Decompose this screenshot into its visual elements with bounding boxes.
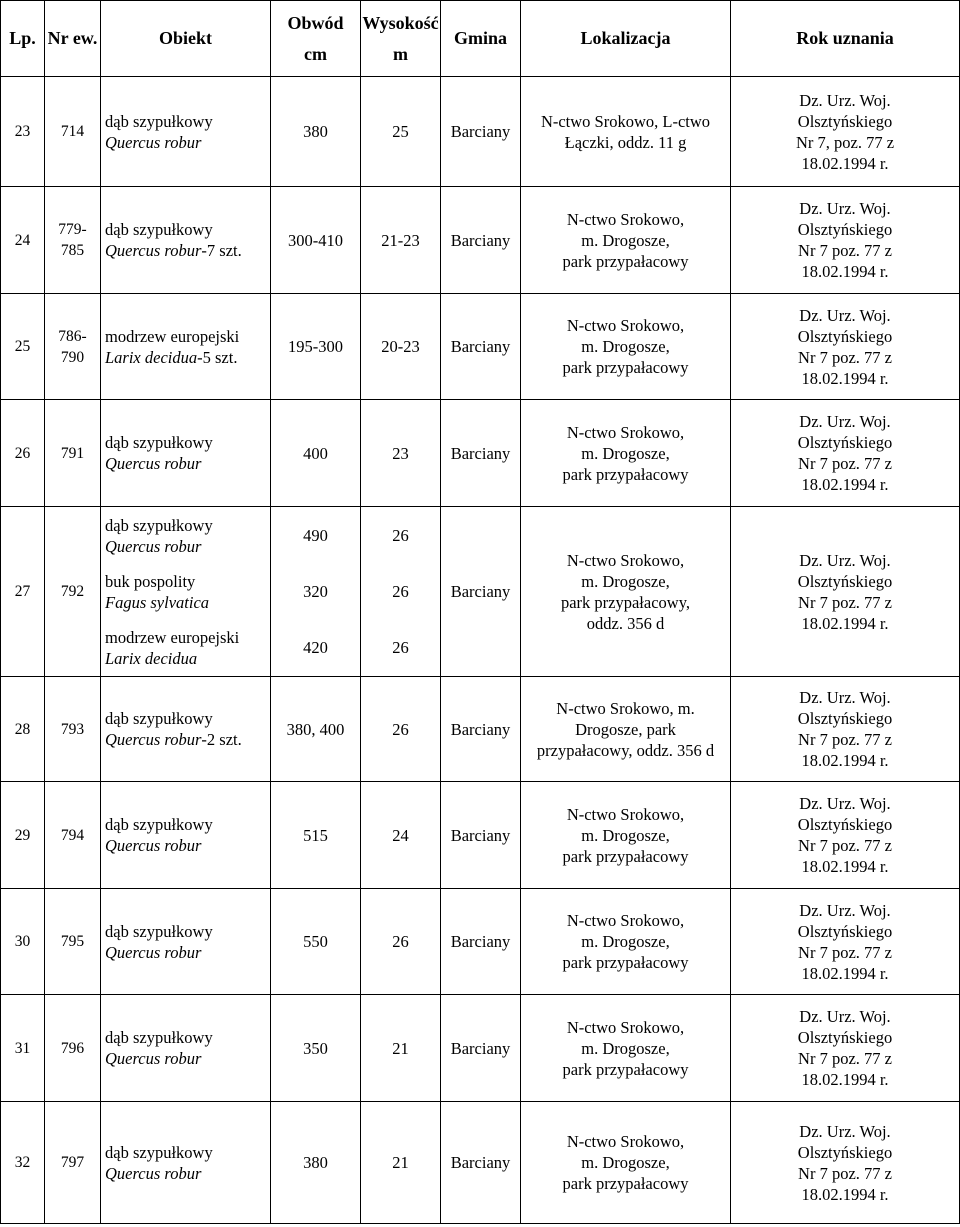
- cell-wysokosc: [361, 1102, 441, 1224]
- table-row: [1, 187, 960, 294]
- nr-value: 791: [60, 444, 85, 462]
- cell-rok: [731, 995, 960, 1102]
- cell-lokalizacja: [521, 995, 731, 1102]
- lp-value: 31: [14, 1039, 31, 1057]
- cell-gmina: [441, 77, 521, 187]
- count-suffix: -2 szt.: [201, 730, 242, 749]
- header-row: [1, 1, 960, 77]
- species-latin: Quercus robur: [105, 241, 202, 260]
- cell-rok: [731, 400, 960, 507]
- lp-value: 25: [14, 338, 31, 355]
- cell-nr: [45, 187, 101, 294]
- cell-lp: [1, 782, 45, 889]
- wysokosc-entry: [361, 508, 440, 564]
- species-latin: Fagus sylvatica: [105, 592, 210, 612]
- lokalizacja-line: N-ctwo Srokowo,: [566, 1132, 685, 1151]
- cell-gmina: [441, 1102, 521, 1224]
- header-lp: Lp.: [1, 1, 45, 77]
- cell-gmina: [441, 995, 521, 1102]
- obwod-value: 490: [303, 525, 328, 545]
- cell-lp: [1, 294, 45, 400]
- lokalizacja-line: park przypałacowy,: [560, 592, 691, 612]
- species-latin: Quercus robur: [105, 1163, 202, 1183]
- lokalizacja-line: m. Drogosze,: [581, 1153, 670, 1172]
- rok-line: Dz. Urz. Woj.: [799, 305, 891, 325]
- gmina-value: Barciany: [450, 1153, 511, 1172]
- cell-lp: [1, 889, 45, 995]
- lokalizacja-line: N-ctwo Srokowo,: [566, 316, 685, 335]
- obwod-value: 320: [303, 581, 328, 601]
- cell-gmina: [441, 782, 521, 889]
- obwod-entry: [271, 564, 360, 620]
- species-latin: Quercus robur: [105, 836, 202, 855]
- nr-value: 792: [60, 583, 85, 600]
- species-latin: Quercus robur: [105, 730, 202, 749]
- species-name: dąb szypułkowy: [105, 220, 213, 239]
- nr-value: 794: [60, 826, 85, 844]
- lokalizacja-line: N-ctwo Srokowo, m.: [556, 698, 695, 718]
- obwod-value: 420: [303, 637, 328, 657]
- cell-lp: [1, 677, 45, 782]
- species-name: dąb szypułkowy: [105, 815, 213, 834]
- cell-wysokosc: [361, 187, 441, 294]
- wysokosc-value: 26: [392, 525, 409, 545]
- cell-nr: [45, 400, 101, 507]
- header-wysokosc: Wysokość m: [361, 1, 441, 77]
- obwod-value: 380: [303, 1153, 328, 1172]
- cell-lokalizacja: [521, 782, 731, 889]
- cell-rok: [731, 782, 960, 889]
- rok-line: Nr 7 poz. 77 z: [798, 1163, 892, 1183]
- rok-line: 18.02.1994 r.: [801, 857, 889, 876]
- obwod-value: 515: [303, 825, 328, 845]
- obwod-value: 380, 400: [286, 719, 345, 739]
- lokalizacja-line: przypałacowy, oddz. 356 d: [536, 740, 715, 760]
- table-row: [1, 294, 960, 400]
- header-nr: Nr ew.: [45, 1, 101, 77]
- rok-line: Olsztyńskiego: [797, 815, 893, 834]
- cell-obiekt: [101, 677, 271, 782]
- wysokosc-value: 21-23: [381, 230, 420, 250]
- obwod-value: 300-410: [288, 230, 343, 250]
- cell-wysokosc: [361, 677, 441, 782]
- cell-obiekt: [101, 889, 271, 995]
- lokalizacja-line: N-ctwo Srokowo,: [566, 911, 685, 930]
- cell-obwod: [271, 187, 361, 294]
- rok-line: Nr 7 poz. 77 z: [798, 1049, 892, 1068]
- cell-obiekt: [101, 294, 271, 400]
- species-latin: Quercus robur: [105, 536, 202, 556]
- cell-rok: [731, 77, 960, 187]
- lokalizacja-line: N-ctwo Srokowo,: [566, 550, 685, 570]
- cell-wysokosc: [361, 889, 441, 995]
- cell-gmina: [441, 187, 521, 294]
- cell-obwod: [271, 77, 361, 187]
- lp-value: 26: [14, 444, 31, 462]
- cell-rok: [731, 677, 960, 782]
- rok-line: Olsztyńskiego: [797, 220, 893, 239]
- rok-line: Olsztyńskiego: [797, 1028, 893, 1047]
- cell-rok: [731, 507, 960, 677]
- cell-obiekt: [101, 1102, 271, 1224]
- species-entry: [105, 571, 268, 613]
- wysokosc-value: 26: [392, 719, 409, 739]
- rok-line: Olsztyńskiego: [797, 111, 893, 131]
- gmina-value: Barciany: [450, 582, 511, 601]
- species-entry: [105, 627, 268, 669]
- table-row: [1, 400, 960, 507]
- cell-gmina: [441, 400, 521, 507]
- rok-line: Nr 7 poz. 77 z: [798, 454, 892, 473]
- cell-nr: [45, 995, 101, 1102]
- obwod-entry: [271, 508, 360, 564]
- species-name: dąb szypułkowy: [105, 1142, 213, 1162]
- rok-line: Dz. Urz. Woj.: [799, 90, 891, 110]
- cell-lp: [1, 507, 45, 677]
- lokalizacja-line: Łączki, oddz. 11 g: [564, 132, 687, 152]
- cell-rok: [731, 187, 960, 294]
- cell-nr: [45, 294, 101, 400]
- count-suffix: -5 szt.: [197, 347, 238, 367]
- cell-nr: [45, 77, 101, 187]
- lokalizacja-line: N-ctwo Srokowo,: [566, 804, 685, 824]
- nr-value: 793: [60, 720, 85, 738]
- rok-line: 18.02.1994 r.: [801, 475, 889, 494]
- cell-lp: [1, 1102, 45, 1224]
- header-gmina: Gmina: [441, 1, 521, 77]
- lp-value: 28: [14, 720, 31, 738]
- wysokosc-value: 26: [392, 581, 409, 601]
- cell-wysokosc: [361, 995, 441, 1102]
- rok-line: Nr 7 poz. 77 z: [798, 347, 892, 367]
- species-name: dąb szypułkowy: [105, 433, 213, 452]
- obwod-value: 550: [303, 932, 328, 951]
- lp-value: 23: [14, 123, 31, 140]
- table-row: [1, 77, 960, 187]
- nr-value: 779-: [58, 221, 87, 238]
- rok-line: Nr 7 poz. 77 z: [798, 592, 892, 612]
- lokalizacja-line: Drogosze, park: [575, 719, 676, 739]
- gmina-value: Barciany: [450, 719, 511, 739]
- species-name: dąb szypułkowy: [105, 1028, 213, 1047]
- rok-line: Dz. Urz. Woj.: [799, 688, 891, 707]
- cell-obwod: [271, 1102, 361, 1224]
- wysokosc-value: 26: [392, 637, 409, 657]
- cell-obiekt: [101, 995, 271, 1102]
- table-row: [1, 677, 960, 782]
- rok-line: Nr 7 poz. 77 z: [798, 942, 892, 962]
- species-name: dąb szypułkowy: [105, 515, 213, 535]
- cell-nr: [45, 889, 101, 995]
- rok-line: Olsztyńskiego: [797, 326, 893, 346]
- obwod-value: 350: [303, 1038, 328, 1058]
- cell-rok: [731, 1102, 960, 1224]
- header-obiekt: Obiekt: [101, 1, 271, 77]
- rok-line: Nr 7 poz. 77 z: [798, 836, 892, 855]
- cell-lokalizacja: [521, 400, 731, 507]
- cell-rok: [731, 889, 960, 995]
- table-row: [1, 889, 960, 995]
- cell-gmina: [441, 294, 521, 400]
- cell-lp: [1, 400, 45, 507]
- cell-gmina: [441, 507, 521, 677]
- species-name: buk pospolity: [105, 571, 196, 591]
- rok-line: Olsztyńskiego: [797, 571, 893, 591]
- cell-lp: [1, 77, 45, 187]
- lokalizacja-line: oddz. 356 d: [586, 613, 665, 633]
- cell-wysokosc: [361, 77, 441, 187]
- lokalizacja-line: m. Drogosze,: [581, 571, 670, 591]
- wysokosc-value: 20-23: [381, 337, 420, 356]
- cell-lokalizacja: [521, 187, 731, 294]
- lokalizacja-line: m. Drogosze,: [581, 825, 670, 845]
- rok-line: Nr 7, poz. 77 z: [795, 132, 895, 152]
- rok-line: Dz. Urz. Woj.: [799, 199, 891, 218]
- wysokosc-value: 21: [392, 1038, 409, 1058]
- wysokosc-value: 26: [392, 932, 409, 951]
- lp-value: 30: [14, 933, 31, 950]
- lokalizacja-line: N-ctwo Srokowo,: [566, 209, 685, 229]
- rok-line: Dz. Urz. Woj.: [799, 550, 891, 570]
- gmina-value: Barciany: [450, 337, 511, 356]
- wysokosc-entry: [361, 620, 440, 676]
- gmina-value: Barciany: [450, 230, 511, 250]
- rok-line: 18.02.1994 r.: [801, 1070, 889, 1089]
- species-latin: Quercus robur: [105, 942, 202, 962]
- spacer: [105, 557, 268, 571]
- species-name: dąb szypułkowy: [105, 709, 213, 728]
- cell-wysokosc: [361, 294, 441, 400]
- table-row: [1, 1102, 960, 1224]
- rok-line: Olsztyńskiego: [797, 1142, 893, 1162]
- species-name: modrzew europejski: [105, 326, 240, 346]
- cell-obiekt: [101, 400, 271, 507]
- rok-line: 18.02.1994 r.: [801, 153, 889, 173]
- rok-line: 18.02.1994 r.: [801, 1184, 889, 1204]
- cell-lp: [1, 187, 45, 294]
- nr-value: 797: [60, 1154, 85, 1171]
- gmina-value: Barciany: [450, 1038, 511, 1058]
- rok-line: Olsztyńskiego: [797, 709, 893, 728]
- species-latin: Quercus robur: [105, 132, 202, 152]
- cell-lokalizacja: [521, 77, 731, 187]
- lokalizacja-line: park przypałacowy: [562, 358, 689, 377]
- lp-value: 29: [14, 826, 31, 844]
- wysokosc-value: 24: [392, 825, 409, 845]
- cell-nr: [45, 782, 101, 889]
- species-name: dąb szypułkowy: [105, 111, 213, 131]
- table-row: [1, 507, 960, 677]
- rok-line: Olsztyńskiego: [797, 921, 893, 941]
- obwod-value: 195-300: [288, 337, 343, 356]
- wysokosc-value: 25: [392, 122, 409, 141]
- nr-value: 795: [60, 933, 85, 950]
- header-rok: Rok uznania: [731, 1, 960, 77]
- cell-obwod: [271, 782, 361, 889]
- species-entry: [105, 515, 268, 557]
- cell-obwod: [271, 995, 361, 1102]
- cell-obwod: [271, 400, 361, 507]
- species-latin: Quercus robur: [105, 454, 202, 473]
- lokalizacja-line: N-ctwo Srokowo,: [566, 422, 685, 442]
- lokalizacja-line: park przypałacowy: [562, 846, 689, 866]
- cell-lokalizacja: [521, 889, 731, 995]
- count-suffix: -7 szt.: [201, 241, 242, 260]
- cell-obwod: [271, 294, 361, 400]
- obwod-value: 400: [303, 443, 328, 463]
- lp-value: 24: [14, 231, 31, 249]
- wysokosc-entry: [361, 564, 440, 620]
- nr-value: 714: [60, 123, 85, 140]
- cell-nr: [45, 507, 101, 677]
- species-name: modrzew europejski: [105, 627, 240, 647]
- cell-lokalizacja: [521, 507, 731, 677]
- rok-line: 18.02.1994 r.: [801, 751, 889, 770]
- lokalizacja-line: park przypałacowy: [562, 1174, 689, 1193]
- rok-line: Dz. Urz. Woj.: [799, 1007, 891, 1026]
- lokalizacja-line: m. Drogosze,: [581, 932, 670, 951]
- lokalizacja-line: N-ctwo Srokowo, L-ctwo: [540, 111, 711, 131]
- lokalizacja-line: park przypałacowy: [562, 251, 689, 271]
- header-obwod: Obwód cm: [271, 1, 361, 77]
- table-row: [1, 995, 960, 1102]
- lokalizacja-line: m. Drogosze,: [581, 1038, 670, 1058]
- lokalizacja-line: park przypałacowy: [562, 953, 689, 972]
- nr-value: 786-: [58, 327, 87, 345]
- table-row: [1, 782, 960, 889]
- cell-wysokosc: [361, 400, 441, 507]
- wysokosc-value: 21: [392, 1153, 409, 1172]
- cell-obiekt: [101, 507, 271, 677]
- spacer: [105, 613, 268, 627]
- cell-obiekt: [101, 187, 271, 294]
- gmina-value: Barciany: [450, 932, 511, 951]
- cell-lp: [1, 995, 45, 1102]
- gmina-value: Barciany: [450, 122, 511, 141]
- lokalizacja-line: N-ctwo Srokowo,: [566, 1017, 685, 1037]
- rok-line: 18.02.1994 r.: [801, 963, 889, 983]
- lp-value: 27: [14, 583, 31, 600]
- cell-gmina: [441, 677, 521, 782]
- nr-value: 785: [60, 242, 85, 259]
- gmina-value: Barciany: [450, 443, 511, 463]
- cell-obwod: [271, 677, 361, 782]
- rok-line: Nr 7 poz. 77 z: [798, 730, 892, 749]
- lokalizacja-line: park przypałacowy: [562, 1059, 689, 1079]
- rok-line: Dz. Urz. Woj.: [799, 412, 891, 431]
- cell-obiekt: [101, 77, 271, 187]
- rok-line: Dz. Urz. Woj.: [799, 900, 891, 920]
- rok-line: 18.02.1994 r.: [801, 262, 889, 281]
- cell-lokalizacja: [521, 677, 731, 782]
- rok-line: Nr 7 poz. 77 z: [798, 241, 892, 260]
- lokalizacja-line: park przypałacowy: [562, 464, 689, 484]
- gmina-value: Barciany: [450, 825, 511, 845]
- lokalizacja-line: m. Drogosze,: [581, 443, 670, 463]
- rok-line: Dz. Urz. Woj.: [799, 794, 891, 813]
- rok-line: Olsztyńskiego: [797, 433, 893, 452]
- cell-lokalizacja: [521, 294, 731, 400]
- cell-nr: [45, 677, 101, 782]
- nr-value: 796: [60, 1039, 85, 1057]
- cell-wysokosc: [361, 507, 441, 677]
- obwod-value: 380: [303, 122, 328, 141]
- nr-value: 790: [60, 348, 85, 366]
- species-latin: Larix decidua: [105, 347, 198, 367]
- lokalizacja-line: m. Drogosze,: [581, 337, 670, 356]
- rok-line: 18.02.1994 r.: [801, 368, 889, 388]
- cell-obwod: [271, 507, 361, 677]
- cell-obwod: [271, 889, 361, 995]
- lokalizacja-line: m. Drogosze,: [581, 230, 670, 250]
- wysokosc-value: 23: [392, 443, 409, 463]
- cell-obiekt: [101, 782, 271, 889]
- rok-line: Dz. Urz. Woj.: [799, 1121, 891, 1141]
- cell-gmina: [441, 889, 521, 995]
- obwod-entry: [271, 620, 360, 676]
- cell-wysokosc: [361, 782, 441, 889]
- cell-nr: [45, 1102, 101, 1224]
- cell-rok: [731, 294, 960, 400]
- species-latin: Larix decidua: [105, 648, 198, 668]
- header-lokalizacja: Lokalizacja: [521, 1, 731, 77]
- species-name: dąb szypułkowy: [105, 921, 213, 941]
- cell-lokalizacja: [521, 1102, 731, 1224]
- rok-line: 18.02.1994 r.: [801, 613, 889, 633]
- species-latin: Quercus robur: [105, 1049, 202, 1068]
- lp-value: 32: [14, 1154, 31, 1171]
